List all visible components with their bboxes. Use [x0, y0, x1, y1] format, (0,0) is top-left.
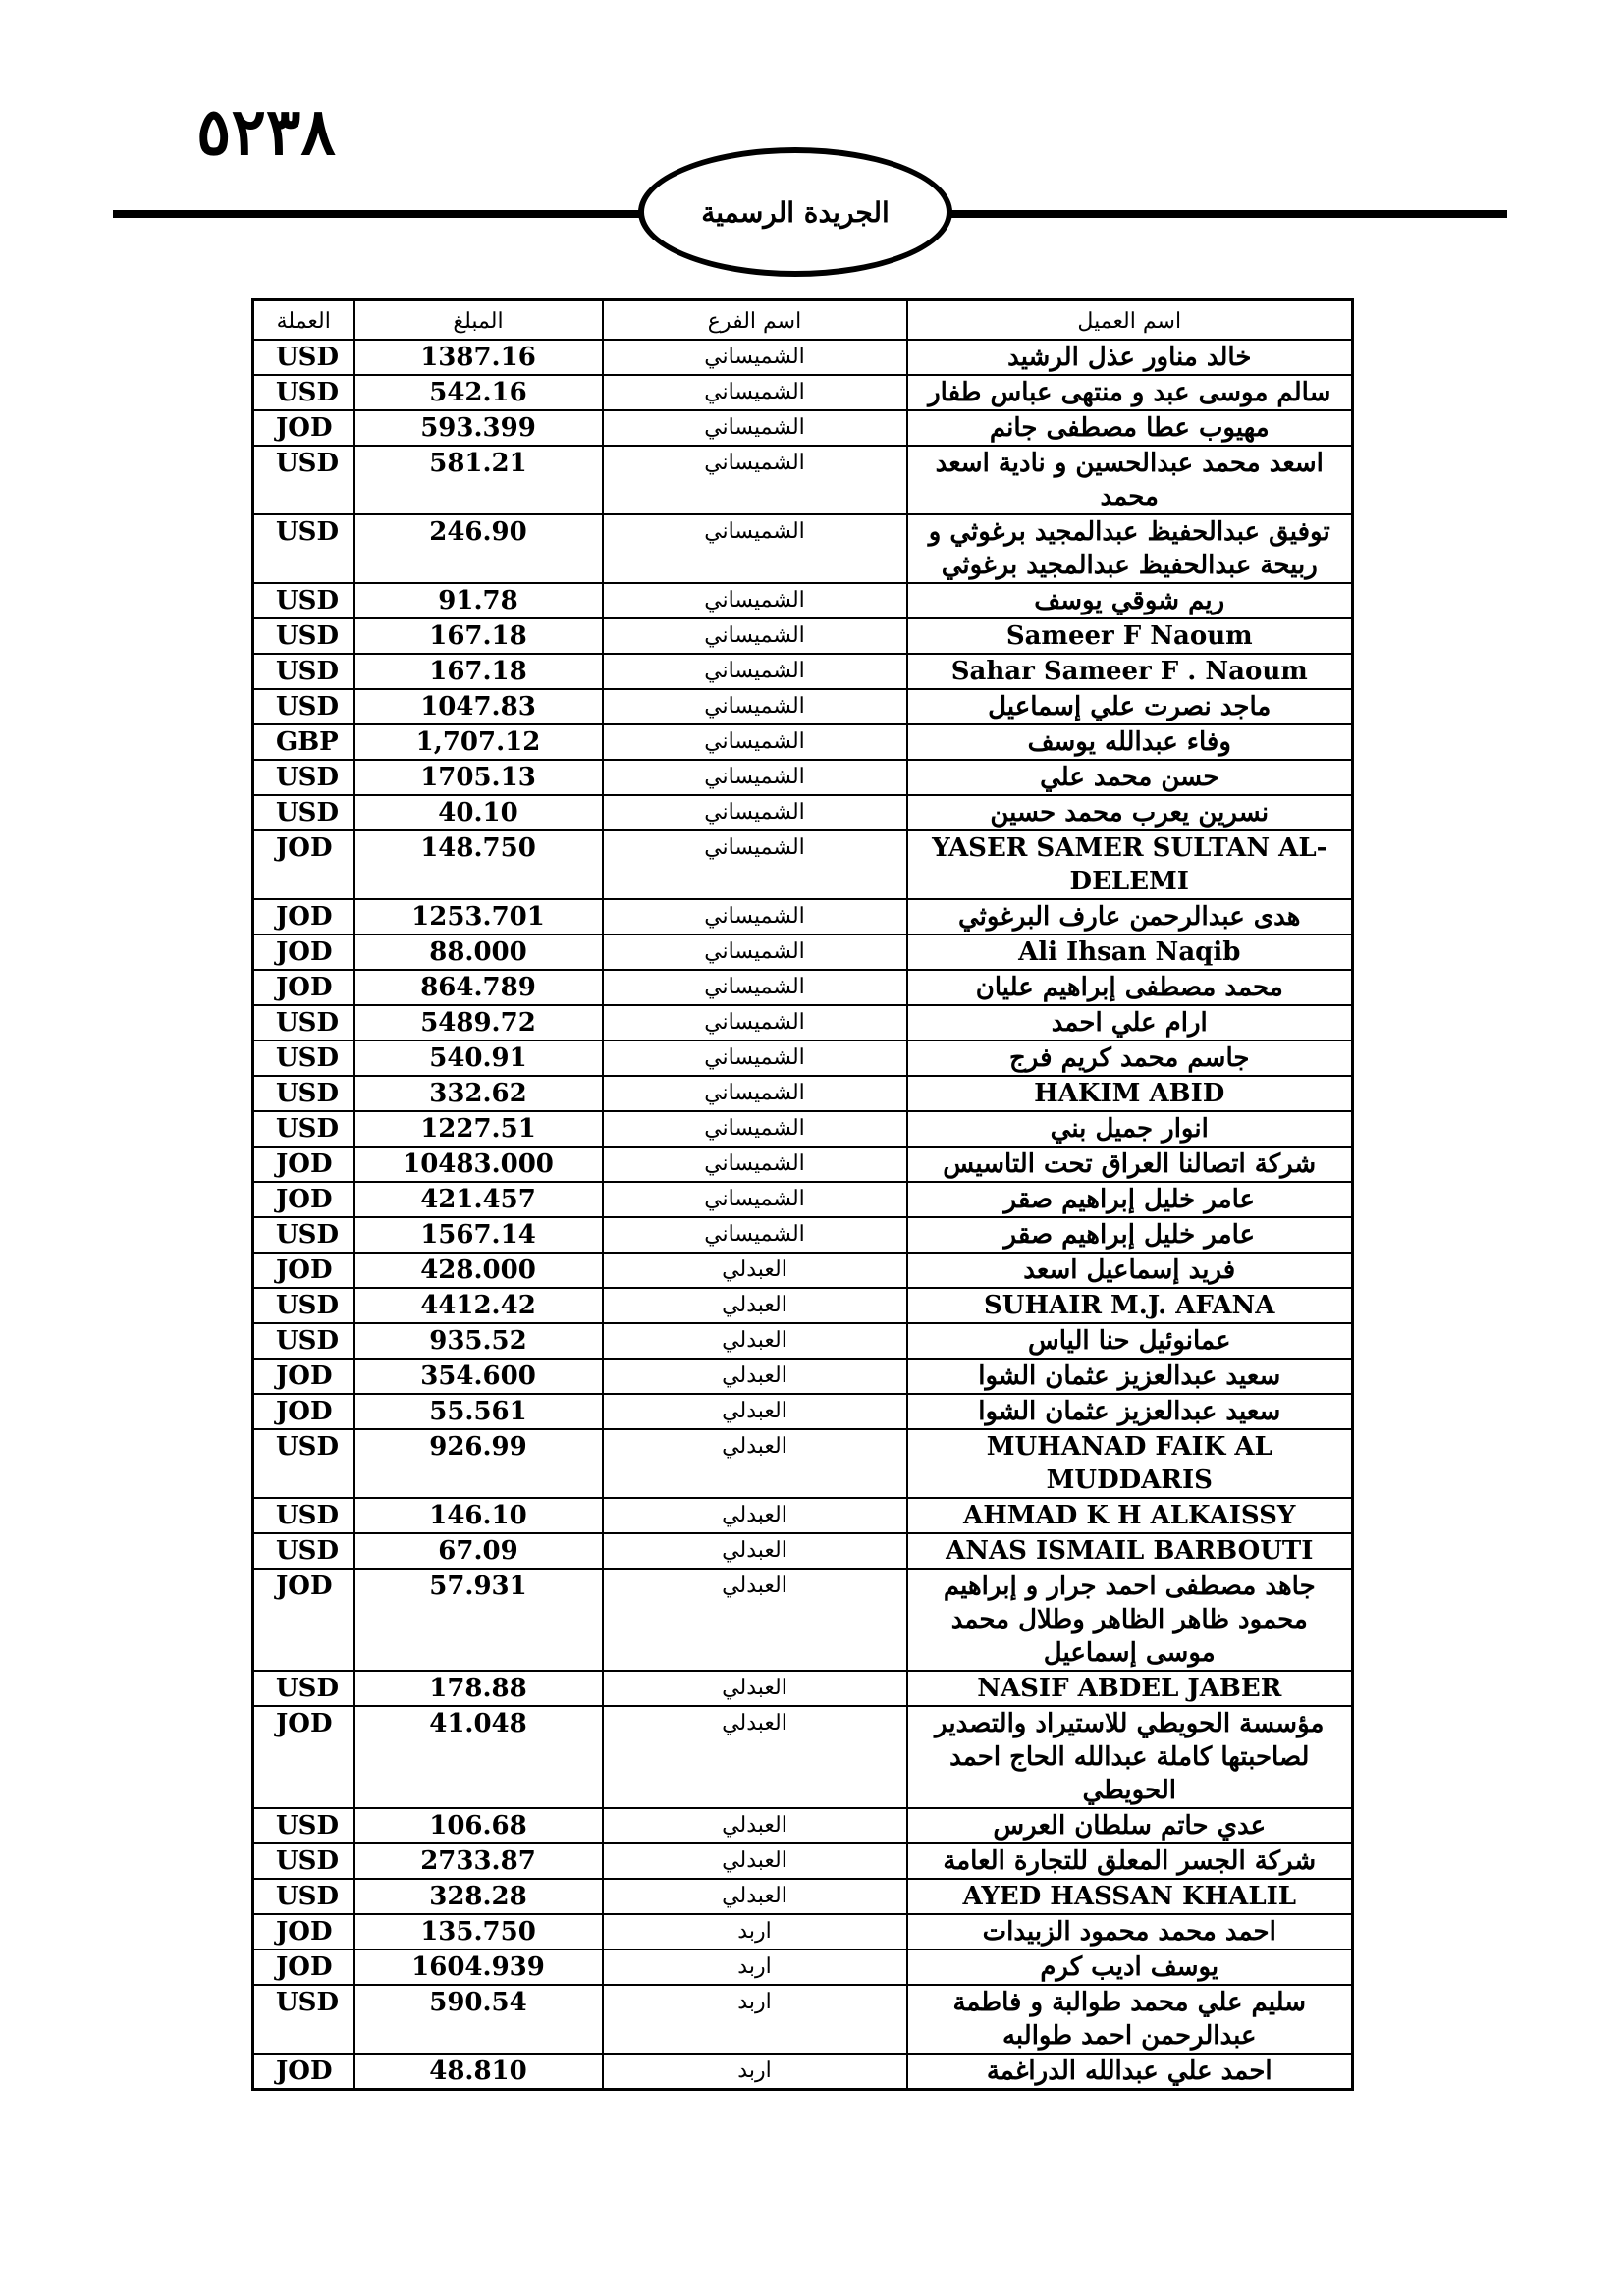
- table-row: [253, 1076, 1353, 1111]
- table-row: [253, 1253, 1353, 1288]
- amount-cell: 88.000: [354, 934, 603, 970]
- client-name-cell: نسرين يعرب محمد حسين: [907, 795, 1353, 830]
- table-row: [253, 899, 1353, 934]
- branch-cell: الشميساني: [603, 1111, 907, 1147]
- currency-cell: JOD: [253, 1706, 354, 1808]
- table-row: [253, 1671, 1353, 1706]
- currency-cell: JOD: [253, 1914, 354, 1949]
- amount-cell: 48.810: [354, 2054, 603, 2090]
- amount-cell: 135.750: [354, 1914, 603, 1949]
- table-row: [253, 375, 1353, 410]
- branch-cell: الشميساني: [603, 1217, 907, 1253]
- currency-cell: USD: [253, 1498, 354, 1533]
- currency-cell: USD: [253, 1843, 354, 1879]
- currency-cell: JOD: [253, 899, 354, 934]
- client-name-cell: سعيد عبدالعزيز عثمان الشوا: [907, 1394, 1353, 1429]
- branch-cell: اربد: [603, 1914, 907, 1949]
- currency-cell: USD: [253, 1288, 354, 1323]
- client-name-cell: ANAS ISMAIL BARBOUTI: [907, 1533, 1353, 1569]
- currency-cell: JOD: [253, 1569, 354, 1671]
- amount-cell: 41.048: [354, 1706, 603, 1808]
- branch-cell: اربد: [603, 1985, 907, 2054]
- table-row: [253, 618, 1353, 654]
- currency-cell: USD: [253, 1808, 354, 1843]
- branch-cell: الشميساني: [603, 583, 907, 618]
- amount-cell: 1705.13: [354, 760, 603, 795]
- branch-cell: الشميساني: [603, 970, 907, 1005]
- client-name-cell: خالد مناور عذل الرشيد: [907, 340, 1353, 375]
- branch-cell: الشميساني: [603, 1076, 907, 1111]
- branch-cell: اربد: [603, 2054, 907, 2090]
- currency-cell: USD: [253, 1076, 354, 1111]
- amount-cell: 328.28: [354, 1879, 603, 1914]
- amount-cell: 1253.701: [354, 899, 603, 934]
- table-row: [253, 1569, 1353, 1671]
- table-row: [253, 2054, 1353, 2090]
- client-name-cell: Sameer F Naoum: [907, 618, 1353, 654]
- branch-cell: العبدلي: [603, 1429, 907, 1498]
- table-row: [253, 1359, 1353, 1394]
- branch-cell: الشميساني: [603, 1182, 907, 1217]
- currency-cell: JOD: [253, 1394, 354, 1429]
- currency-cell: JOD: [253, 1147, 354, 1182]
- client-name-cell: محمد مصطفى إبراهيم عليان: [907, 970, 1353, 1005]
- amount-cell: 1604.939: [354, 1949, 603, 1985]
- table-row: [253, 1498, 1353, 1533]
- header-client: اسم العميل: [907, 300, 1353, 341]
- currency-cell: JOD: [253, 934, 354, 970]
- client-name-cell: شركة اتصالنا العراق تحت التاسيس: [907, 1147, 1353, 1182]
- client-name-cell: AHMAD K H ALKAISSY: [907, 1498, 1353, 1533]
- branch-cell: الشميساني: [603, 1041, 907, 1076]
- amount-cell: 4412.42: [354, 1288, 603, 1323]
- amount-cell: 55.561: [354, 1394, 603, 1429]
- currency-cell: USD: [253, 1041, 354, 1076]
- client-name-cell: عدي حاتم سلطان العرس: [907, 1808, 1353, 1843]
- client-name-cell: SUHAIR M.J. AFANA: [907, 1288, 1353, 1323]
- client-name-cell: Sahar Sameer F . Naoum: [907, 654, 1353, 689]
- client-name-cell: Ali Ihsan Naqib: [907, 934, 1353, 970]
- table-row: [253, 1914, 1353, 1949]
- table-header-row: [253, 300, 1353, 341]
- table-row: [253, 1808, 1353, 1843]
- client-name-cell: وفاء عبدالله يوسف: [907, 724, 1353, 760]
- branch-cell: الشميساني: [603, 410, 907, 446]
- branch-cell: العبدلي: [603, 1359, 907, 1394]
- client-name-cell: AYED HASSAN KHALIL: [907, 1879, 1353, 1914]
- client-name-cell: سعيد عبدالعزيز عثمان الشوا: [907, 1359, 1353, 1394]
- currency-cell: USD: [253, 1879, 354, 1914]
- currency-cell: JOD: [253, 1253, 354, 1288]
- amount-cell: 540.91: [354, 1041, 603, 1076]
- currency-cell: USD: [253, 1985, 354, 2054]
- amount-cell: 40.10: [354, 795, 603, 830]
- branch-cell: الشميساني: [603, 1005, 907, 1041]
- amount-cell: 354.600: [354, 1359, 603, 1394]
- amount-cell: 593.399: [354, 410, 603, 446]
- currency-cell: JOD: [253, 970, 354, 1005]
- amount-cell: 5489.72: [354, 1005, 603, 1041]
- currency-cell: JOD: [253, 1359, 354, 1394]
- currency-cell: JOD: [253, 2054, 354, 2090]
- branch-cell: العبدلي: [603, 1706, 907, 1808]
- currency-cell: USD: [253, 375, 354, 410]
- branch-cell: الشميساني: [603, 654, 907, 689]
- currency-cell: USD: [253, 583, 354, 618]
- table-row: [253, 689, 1353, 724]
- amount-cell: 57.931: [354, 1569, 603, 1671]
- table-row: [253, 1111, 1353, 1147]
- currency-cell: USD: [253, 1671, 354, 1706]
- table-row: [253, 514, 1353, 583]
- amount-cell: 1567.14: [354, 1217, 603, 1253]
- client-name-cell: سالم موسى عبد و منتهى عباس طفار: [907, 375, 1353, 410]
- branch-cell: العبدلي: [603, 1394, 907, 1429]
- table-row: [253, 1843, 1353, 1879]
- branch-cell: الشميساني: [603, 446, 907, 514]
- client-name-cell: اسعد محمد عبدالحسين و نادية اسعد محمد: [907, 446, 1353, 514]
- amount-cell: 935.52: [354, 1323, 603, 1359]
- currency-cell: JOD: [253, 1182, 354, 1217]
- branch-cell: الشميساني: [603, 830, 907, 899]
- header-branch: اسم الفرع: [603, 300, 907, 341]
- amount-cell: 91.78: [354, 583, 603, 618]
- client-name-cell: عامر خليل إبراهيم صقر: [907, 1182, 1353, 1217]
- clients-table: [251, 298, 1354, 2091]
- branch-cell: الشميساني: [603, 899, 907, 934]
- amount-cell: 106.68: [354, 1808, 603, 1843]
- branch-cell: اربد: [603, 1949, 907, 1985]
- amount-cell: 926.99: [354, 1429, 603, 1498]
- table-row: [253, 1217, 1353, 1253]
- table-row: [253, 1706, 1353, 1808]
- amount-cell: 167.18: [354, 654, 603, 689]
- table-row: [253, 1429, 1353, 1498]
- branch-cell: العبدلي: [603, 1323, 907, 1359]
- amount-cell: 1,707.12: [354, 724, 603, 760]
- table-row: [253, 970, 1353, 1005]
- branch-cell: الشميساني: [603, 375, 907, 410]
- branch-cell: العبدلي: [603, 1533, 907, 1569]
- branch-cell: الشميساني: [603, 340, 907, 375]
- table-row: [253, 1949, 1353, 1985]
- amount-cell: 2733.87: [354, 1843, 603, 1879]
- amount-cell: 590.54: [354, 1985, 603, 2054]
- amount-cell: 146.10: [354, 1498, 603, 1533]
- branch-cell: العبدلي: [603, 1569, 907, 1671]
- branch-cell: العبدلي: [603, 1253, 907, 1288]
- currency-cell: USD: [253, 1111, 354, 1147]
- table-row: [253, 1879, 1353, 1914]
- branch-cell: الشميساني: [603, 795, 907, 830]
- table-row: [253, 1985, 1353, 2054]
- branch-cell: العبدلي: [603, 1288, 907, 1323]
- currency-cell: USD: [253, 1323, 354, 1359]
- branch-cell: العبدلي: [603, 1671, 907, 1706]
- client-name-cell: هدى عبدالرحمن عارف البرغوثي: [907, 899, 1353, 934]
- client-name-cell: سليم علي محمد طوالبة و فاطمة عبدالرحمن احمد طوالبه: [907, 1985, 1353, 2054]
- amount-cell: 178.88: [354, 1671, 603, 1706]
- amount-cell: 864.789: [354, 970, 603, 1005]
- client-name-cell: ريم شوقي يوسف: [907, 583, 1353, 618]
- header-amount: المبلغ: [354, 300, 603, 341]
- branch-cell: الشميساني: [603, 618, 907, 654]
- currency-cell: USD: [253, 1533, 354, 1569]
- currency-cell: USD: [253, 795, 354, 830]
- amount-cell: 1387.16: [354, 340, 603, 375]
- amount-cell: 581.21: [354, 446, 603, 514]
- table-row: [253, 446, 1353, 514]
- client-name-cell: شركة الجسر المعلق للتجارة العامة: [907, 1843, 1353, 1879]
- currency-cell: USD: [253, 618, 354, 654]
- amount-cell: 167.18: [354, 618, 603, 654]
- amount-cell: 421.457: [354, 1182, 603, 1217]
- table-row: [253, 1182, 1353, 1217]
- currency-cell: JOD: [253, 830, 354, 899]
- clients-table-wrap: [251, 298, 1351, 2091]
- table-row: [253, 340, 1353, 375]
- client-name-cell: MUHANAD FAIK AL MUDDARIS: [907, 1429, 1353, 1498]
- table-row: [253, 760, 1353, 795]
- client-name-cell: فريد إسماعيل اسعد: [907, 1253, 1353, 1288]
- table-row: [253, 1288, 1353, 1323]
- client-name-cell: جاسم محمد كريم فرج: [907, 1041, 1353, 1076]
- client-name-cell: ارام علي احمد: [907, 1005, 1353, 1041]
- amount-cell: 428.000: [354, 1253, 603, 1288]
- client-name-cell: HAKIM ABID: [907, 1076, 1353, 1111]
- table-row: [253, 410, 1353, 446]
- currency-cell: USD: [253, 340, 354, 375]
- currency-cell: USD: [253, 760, 354, 795]
- currency-cell: USD: [253, 654, 354, 689]
- client-name-cell: مهيوب عطا مصطفى جانم: [907, 410, 1353, 446]
- table-row: [253, 1533, 1353, 1569]
- branch-cell: الشميساني: [603, 724, 907, 760]
- currency-cell: USD: [253, 1217, 354, 1253]
- client-name-cell: يوسف اديب كرم: [907, 1949, 1353, 1985]
- currency-cell: USD: [253, 1005, 354, 1041]
- client-name-cell: YASER SAMER SULTAN AL-DELEMI: [907, 830, 1353, 899]
- table-row: [253, 1323, 1353, 1359]
- client-name-cell: عمانوئيل حنا الياس: [907, 1323, 1353, 1359]
- branch-cell: العبدلي: [603, 1879, 907, 1914]
- currency-cell: USD: [253, 514, 354, 583]
- currency-cell: GBP: [253, 724, 354, 760]
- table-row: [253, 934, 1353, 970]
- table-body: [253, 340, 1353, 2090]
- currency-cell: JOD: [253, 1949, 354, 1985]
- client-name-cell: NASIF ABDEL JABER: [907, 1671, 1353, 1706]
- amount-cell: 332.62: [354, 1076, 603, 1111]
- client-name-cell: احمد علي عبدالله الدراغمة: [907, 2054, 1353, 2090]
- table-row: [253, 830, 1353, 899]
- table-row: [253, 1147, 1353, 1182]
- table-row: [253, 724, 1353, 760]
- gazette-title: الجريدة الرسمية: [701, 195, 890, 229]
- amount-cell: 148.750: [354, 830, 603, 899]
- amount-cell: 10483.000: [354, 1147, 603, 1182]
- client-name-cell: توفيق عبدالحفيظ عبدالمجيد برغوثي و ربيحة عبدالحفيظ عبدالمجيد برغوثي: [907, 514, 1353, 583]
- header-oval: [638, 147, 952, 277]
- currency-cell: JOD: [253, 410, 354, 446]
- header-currency: العملة: [253, 300, 354, 341]
- client-name-cell: احمد محمد محمود الزبيدات: [907, 1914, 1353, 1949]
- branch-cell: الشميساني: [603, 934, 907, 970]
- branch-cell: الشميساني: [603, 1147, 907, 1182]
- currency-cell: USD: [253, 1429, 354, 1498]
- table-row: [253, 1394, 1353, 1429]
- client-name-cell: مؤسسة الحويطي للاستيراد والتصدير لصاحبتها كاملة عبدالله الحاج احمد الحويطي: [907, 1706, 1353, 1808]
- branch-cell: العبدلي: [603, 1808, 907, 1843]
- branch-cell: العبدلي: [603, 1498, 907, 1533]
- client-name-cell: حسن محمد علي: [907, 760, 1353, 795]
- table-row: [253, 654, 1353, 689]
- amount-cell: 67.09: [354, 1533, 603, 1569]
- branch-cell: الشميساني: [603, 514, 907, 583]
- table-row: [253, 795, 1353, 830]
- branch-cell: العبدلي: [603, 1843, 907, 1879]
- currency-cell: USD: [253, 446, 354, 514]
- client-name-cell: انوار جميل بني: [907, 1111, 1353, 1147]
- currency-cell: USD: [253, 689, 354, 724]
- amount-cell: 1047.83: [354, 689, 603, 724]
- client-name-cell: جاهد مصطفى احمد جرار و إبراهيم محمود ظاهر الظاهر وطلال محمد موسى إسماعيل: [907, 1569, 1353, 1671]
- table-row: [253, 583, 1353, 618]
- amount-cell: 542.16: [354, 375, 603, 410]
- table-row: [253, 1005, 1353, 1041]
- amount-cell: 1227.51: [354, 1111, 603, 1147]
- table-row: [253, 1041, 1353, 1076]
- branch-cell: الشميساني: [603, 760, 907, 795]
- amount-cell: 246.90: [354, 514, 603, 583]
- branch-cell: الشميساني: [603, 689, 907, 724]
- page-number: ٥٢٣٨: [196, 93, 336, 170]
- client-name-cell: عامر خليل إبراهيم صقر: [907, 1217, 1353, 1253]
- client-name-cell: ماجد نصرت علي إسماعيل: [907, 689, 1353, 724]
